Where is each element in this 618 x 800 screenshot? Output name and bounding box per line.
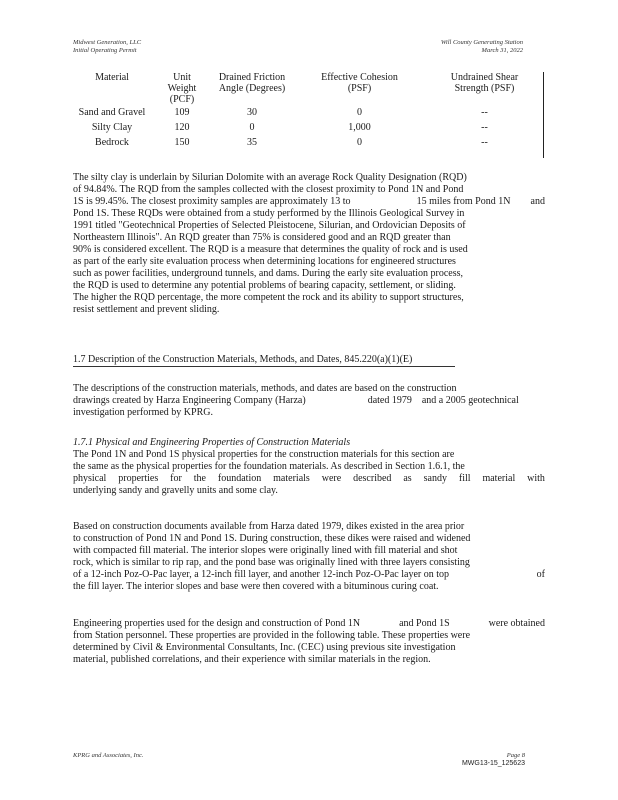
- footer-company: KPRG and Associates, Inc.: [73, 752, 144, 759]
- table-right-border: [543, 72, 544, 158]
- bates-number: MWG13-15_125623: [461, 760, 525, 767]
- dike-construction-paragraph: Based on construction documents available from Harza dated 1979, dikes existed in the area prior to construction of Pond 1N and Pond 1S. During construction, these dikes were raised and widened with compacted fill material. The interior slopes were originally lined with fill material and shot rock, which is similar to rip rap, and the pond base was originally lined with three layers consisting of a 12-inch Poz-O-Pac layer, a 12-inch fill layer, and another 12-inch Poz-O-Pac layer on top of the fill layer. The interior slopes and base were then covered with a bituminous curing coat.: [73, 521, 545, 592]
- table-cell: 1,000: [348, 122, 371, 133]
- table-header-row: [72, 72, 542, 105]
- section-heading: 1.7 Description of the Construction Materials, Methods, and Dates, 845.220(a)(1)(E): [73, 354, 413, 365]
- table-cell: --: [481, 137, 488, 148]
- table-cell: 150: [174, 137, 190, 148]
- header-station: Will County Generating Station: [440, 39, 523, 46]
- table-row: [72, 120, 542, 135]
- page-number: Page 8: [506, 752, 525, 759]
- col-header-unit-weight: Unit Weight (PCF): [167, 72, 197, 105]
- table-cell: 0: [357, 137, 362, 148]
- table-cell: 0: [249, 122, 255, 133]
- table-cell: --: [481, 107, 488, 118]
- col-header-friction-angle: Drained Friction Angle (Degrees): [218, 72, 286, 94]
- engineering-properties-paragraph: Engineering properties used for the design and construction of Pond 1N and Pond 1S were obtained from Station personnel. These properties are provided in the following table. These properties were determined by Civil & Environmental Consultants, Inc. (CEC) using previous site investigation material, published correlations, and their experience with similar materials in the region.: [73, 618, 545, 665]
- table-cell: 109: [174, 107, 190, 118]
- table-cell: 30: [247, 107, 257, 118]
- table-cell: 0: [357, 107, 362, 118]
- table-cell: 35: [247, 137, 257, 148]
- heading-underline: [73, 366, 455, 367]
- table-row: [72, 105, 542, 120]
- physical-properties-section: 1.7.1 Physical and Engineering Properties of Construction Materials The Pond 1N and Pond 1S physical properties for the construction materials for this section are the same as the physical properties for the foundation materials. As described in Section 1.6.1, the physical properties for the foundation materials were described as sandy fill material with underlying sandy and gravelly units and some clay.: [73, 437, 545, 496]
- footer-right: [462, 752, 525, 768]
- col-header-material: Material: [95, 72, 129, 83]
- material-properties-table: [72, 72, 542, 150]
- col-header-cohesion: Effective Cohesion (PSF): [321, 72, 398, 94]
- header-right: [441, 39, 523, 55]
- rqd-paragraph: The silty clay is underlain by Silurian Dolomite with an average Rock Quality Designation (RQD) of 94.84%. The RQD from the samples collected with the closest proximity to Pond 1N and Pond 1S is 99.45%. The closest proximity samples are approximately 13 to 15 miles from Pond 1N and Pond 1S. These RQDs were obtained from a study performed by the Illinois Geological Survey in 1991 titled "Geotechnical Properties of Selected Pleistocene, Silurian, and Ordovician Deposits of Northeastern Illinois". An RQD greater than 75% is considered good and an RQD greater than 90% is considered excellent. The RQD is a measure that determines the quality of rock and is used as part of the early site evaluation process when determining locations for engineered structures such as power facilities, underground tunnels, and dams. During the early site evaluation process, the RQD is used to determine any potential problems of bearing capacity, settlement, or sliding. The higher the RQD percentage, the more competent the rock and its ability to support structures, resist settlement and prevent sliding.: [73, 172, 545, 315]
- subsection-heading: 1.7.1 Physical and Engineering Properties of Construction Materials: [73, 437, 351, 448]
- col-header-shear-strength: Undrained Shear Strength (PSF): [450, 72, 519, 94]
- header-document: Initial Operating Permit: [73, 47, 137, 54]
- table-cell: Silty Clay: [91, 122, 133, 133]
- table-cell: --: [481, 122, 488, 133]
- header-date: March 31, 2022: [481, 47, 523, 54]
- header-company: Midwest Generation, LLC: [73, 39, 142, 46]
- table-cell: 120: [174, 122, 190, 133]
- header-left: [73, 39, 141, 55]
- table-row: [72, 135, 542, 150]
- construction-description-paragraph: The descriptions of the construction materials, methods, and dates are based on the construction drawings created by Harza Engineering Company (Harza) dated 1979 and a 2005 geotechnical investigation performed by KPRG.: [73, 383, 519, 418]
- table-cell: Sand and Gravel: [78, 107, 146, 118]
- table-cell: Bedrock: [95, 137, 129, 148]
